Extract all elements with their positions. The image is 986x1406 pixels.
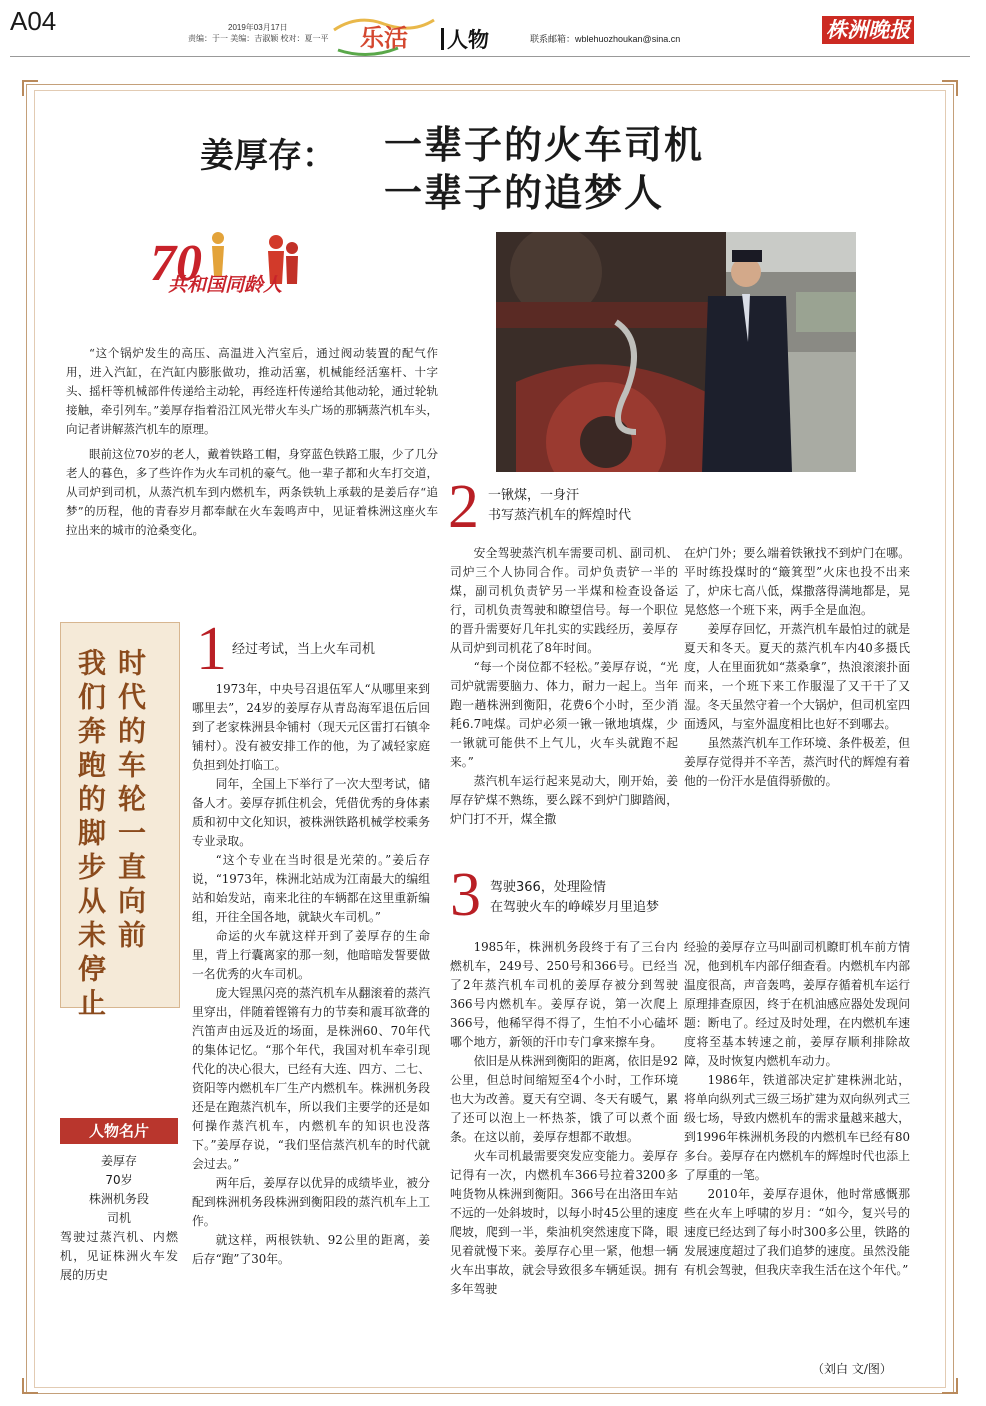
body-paragraph: 就这样，两根铁轨、92公里的距离，姜后存“跑”了30年。 (192, 1233, 430, 1266)
frame-corner (942, 80, 958, 96)
header-rule (10, 56, 970, 57)
frame-corner (22, 1378, 38, 1394)
slogan-col-1: 时代的车轮一直向前 (114, 648, 147, 954)
section-2-number: 2 (448, 473, 479, 541)
headline-line-2: 一辈子的追梦人 (384, 170, 665, 215)
section-logo-text: 乐活 (360, 24, 408, 52)
header-meta (188, 22, 328, 44)
body-paragraph: 经验的姜厚存立马叫副司机瞭盯机车前方情况，他到机车内部仔细查看。内燃机车内部温度很高，声音轰鸣，姜厚存循着机车运行原理排查原因，终于在机油感应器处发现问题：断电了。经过及时处理，在内燃机车速度将至基本转速之前，姜厚存顺利排除故障，及时恢复内燃机车动力。 (684, 940, 910, 1068)
series-logo-number: 70 (150, 235, 202, 292)
body-paragraph: 虽然蒸汽机车工作环境、条件极差，但姜厚存觉得并不辛苦，蒸汽时代的辉煌有着他的一份汗水是值得骄傲的。 (684, 736, 910, 788)
section-divider (441, 28, 444, 50)
headline-name: 姜厚存： (200, 136, 336, 176)
body-paragraph: 1985年，株洲机务段终于有了三台内燃机车，249号、250号和366号。已经当了2年蒸汽机车司机的姜厚存被分到驾驶366号内燃机车。姜厚存说，第一次爬上366号，他稀罕得不得了，生怕不小心磕坏哪个地方，新领的汗巾专门拿来擦车身。 (450, 940, 678, 1049)
section-2-col-a (450, 544, 678, 829)
intro-text (66, 344, 438, 540)
body-paragraph: 安全驾驶蒸汽机车需要司机、副司机、司炉三个人协同合作。司炉负责铲一半的煤，副司机负责铲另一半煤和检查设备运行，司机负责驾驶和瞭望信号。每一个职位的晋升需要好几年扎实的实践经历，姜厚存从司炉到司机花了8年时间。 (450, 546, 678, 655)
series-logo-text: 共和国同龄人 (168, 274, 283, 296)
body-paragraph: 在炉门外；要么端着铁锹找不到炉门在哪。平时练投煤时的“簸箕型”火床也投不出来了，炉床七高八低，煤撒落得满地都是，晃晃悠悠一个班下来，两手全是血泡。 (684, 546, 910, 617)
section-1-title: 经过考试，当上火车司机 (232, 642, 376, 657)
profile-line: 株洲机务段 (88, 1192, 149, 1206)
headline-line-1: 一辈子的火车司机 (384, 122, 705, 167)
profile-line: 70岁 (105, 1173, 133, 1187)
section-2-col-b (684, 544, 910, 791)
profile-line: 姜厚存 (100, 1154, 137, 1168)
section-3-col-a (450, 938, 678, 1299)
body-paragraph: 命运的火车就这样开到了姜厚存的生命里，背上行囊离家的那一刻，他暗暗发誓要做一名优秀的火车司机。 (192, 929, 430, 981)
section-1-body (192, 680, 430, 1269)
intro-paragraph: 眼前这位70岁的老人，戴着铁路工帽，身穿蓝色铁路工服，少了几分老人的暮色，多了些许作为火车司机的豪气。他一辈子都和火车打交道，从司炉到司机，从蒸汽机车到内燃机车，两条铁轨上承载的是姜后存“追梦”的历程，他的青春岁月都奉献在火车轰鸣声中，见证着株洲这座火车拉出来的城市的沧桑变化。 (66, 447, 438, 537)
slogan-col-2: 我们奔跑的脚步从未停止 (74, 648, 107, 1022)
issue-date: 2019年03月17日 (228, 23, 288, 32)
editor-credits: 责编：于一 美编：吉淑颖 校对：夏一平 (188, 34, 329, 43)
profile-line: 司机 (106, 1211, 131, 1225)
body-paragraph: 蒸汽机车运行起来晃动大，刚开始，姜厚存铲煤不熟练，要么踩不到炉门脚踏阀，炉门打不开，煤全撒 (450, 774, 678, 826)
section-2-title-2: 书写蒸汽机车的辉煌时代 (488, 508, 632, 523)
body-paragraph: 两年后，姜厚存以优异的成绩毕业，被分配到株洲机务段株洲到衡阳段的蒸汽机车上工作。 (192, 1176, 430, 1228)
body-paragraph: 1973年，中央号召退伍军人“从哪里来到哪里去”，24岁的姜厚存从青岛海军退伍后回到了老家株洲县伞铺村（现天元区雷打石镇伞铺村）。没有被安排工作的他，为了减轻家庭负担到处打临工。 (192, 682, 430, 772)
section-3-title-1: 驾驶366，处理险情 (490, 880, 606, 895)
section-2-title-1: 一锹煤，一身汗 (488, 488, 580, 503)
masthead: 株洲晚报 (822, 16, 914, 44)
body-paragraph: “这个专业在当时很是光荣的。”姜后存说，“1973年，株洲北站成为江南最大的编组站和始发站，南来北往的车辆都在这里重新编组，开往全国各地，就缺火车司机。” (192, 853, 430, 924)
profile-card (60, 1152, 178, 1285)
page-number: A04 (10, 6, 57, 36)
section-3-col-b (684, 938, 910, 1280)
frame-corner (942, 1378, 958, 1394)
section-name: 人物 (447, 28, 489, 52)
body-paragraph: 姜厚存回忆，开蒸汽机车最怕过的就是夏天和冬天。夏天的蒸汽机车内40多摄氏度，人在里面犹如“蒸桑拿”，热浪滚滚扑面而来，一个班下来工作服湿了又干干了又湿。冬天虽然守着一个大锅炉，但司机室四面透风，与室外温度相比也好不到哪去。 (684, 622, 910, 731)
profile-heading: 人物名片 (60, 1118, 178, 1144)
contact-email: 联系邮箱：wblehuozhoukan@sina.cn (530, 34, 681, 44)
article-photo (496, 232, 856, 472)
body-paragraph: 火车司机最需要突发应变能力。姜厚存记得有一次，内燃机车366号拉着3200多吨货物从株洲到衡阳。366号在出洛田车站不远的一处斜坡时，以每小时45公里的速度爬坡，爬到一半，柴油机突然速度下降，眼见着就慢下来。姜厚存心里一紧，他想一辆火车出事故，就会导致很多车辆延误。拥有多年驾驶 (450, 1149, 678, 1296)
body-paragraph: 同年，全国上下举行了一次大型考试，储备人才。姜厚存抓住机会，凭借优秀的身体素质和初中文化知识，被株洲铁路机械学校乘务专业录取。 (192, 777, 430, 848)
section-1-number: 1 (196, 615, 227, 683)
section-3-number: 3 (450, 861, 481, 929)
section-3-title-2: 在驾驶火车的峥嵘岁月里追梦 (490, 900, 660, 915)
author-credit: （刘白 文/图） (812, 1362, 892, 1376)
body-paragraph: 依旧是从株洲到衡阳的距离，依旧是92公里，但总时间缩短至4个小时，工作环境也大为改善。夏天有空调、冬天有暖气，累了还可以泡上一杯热茶，饿了可以煮个面条。在这以前，姜厚存想都不敢想。 (450, 1054, 678, 1144)
profile-desc: 驾驶过蒸汽机、内燃机，见证株洲火车发展的历史 (60, 1230, 178, 1282)
body-paragraph: “每一个岗位都不轻松。”姜厚存说，“光司炉就需要脑力、体力，耐力一起上。当年跑一趟株洲到衡阳，花费6个小时，至少消耗6.7吨煤。司炉必须一锹一锹地填煤，少一锹就可能供不上气儿，火车头就跑不起来。” (450, 660, 678, 769)
lehuo-logo (328, 10, 440, 62)
intro-paragraph: “这个锅炉发生的高压、高温进入汽室后，通过阀动装置的配气作用，进入汽缸，在汽缸内膨胀做功，推动活塞，机械能经活塞杆、十字头、摇杆等机械部件传递给主动轮，再经连杆传递给其他动轮，通过轮轨接触，牵引列车。”姜厚存指着沿江风光带火车头广场的那辆蒸汽机车头，向记者讲解蒸汽机车的原理。 (66, 346, 438, 436)
body-paragraph: 2010年，姜厚存退休，他时常感慨那些在火车上呼啸的岁月：“如今，复兴号的速度已经达到了每小时300多公里，铁路的发展速度超过了我们追梦的速度。虽然没能有机会驾驶，但我庆幸我生活在这个年代。” (684, 1187, 910, 1277)
frame-corner (22, 80, 38, 96)
body-paragraph: 庞大锃黑闪亮的蒸汽机车从翻滚着的蒸汽里穿出，伴随着铿锵有力的节奏和震耳欲聋的汽笛声由远及近的场面，是株洲60、70年代的集体记忆。“那个年代，我国对机车牵引现代化的决心很大，已经有大连、四方、二七、资阳等内燃机车厂生产内燃机车。株洲机务段还是在跑蒸汽机车，所以我们主要学的还是如何操作蒸汽机车，内燃机车的知识也没落下。”姜厚存说，“我们坚信蒸汽机车的时代就会过去。” (192, 986, 430, 1171)
body-paragraph: 1986年，铁道部决定扩建株洲北站，将单向纵列式三级三场扩建为双向纵列式三级七场，导致内燃机车的需求量越来越大，到1996年株洲机务段的内燃机车已经有80多台。姜厚存在内燃机车的辉煌时代也添上了厚重的一笔。 (684, 1073, 910, 1182)
